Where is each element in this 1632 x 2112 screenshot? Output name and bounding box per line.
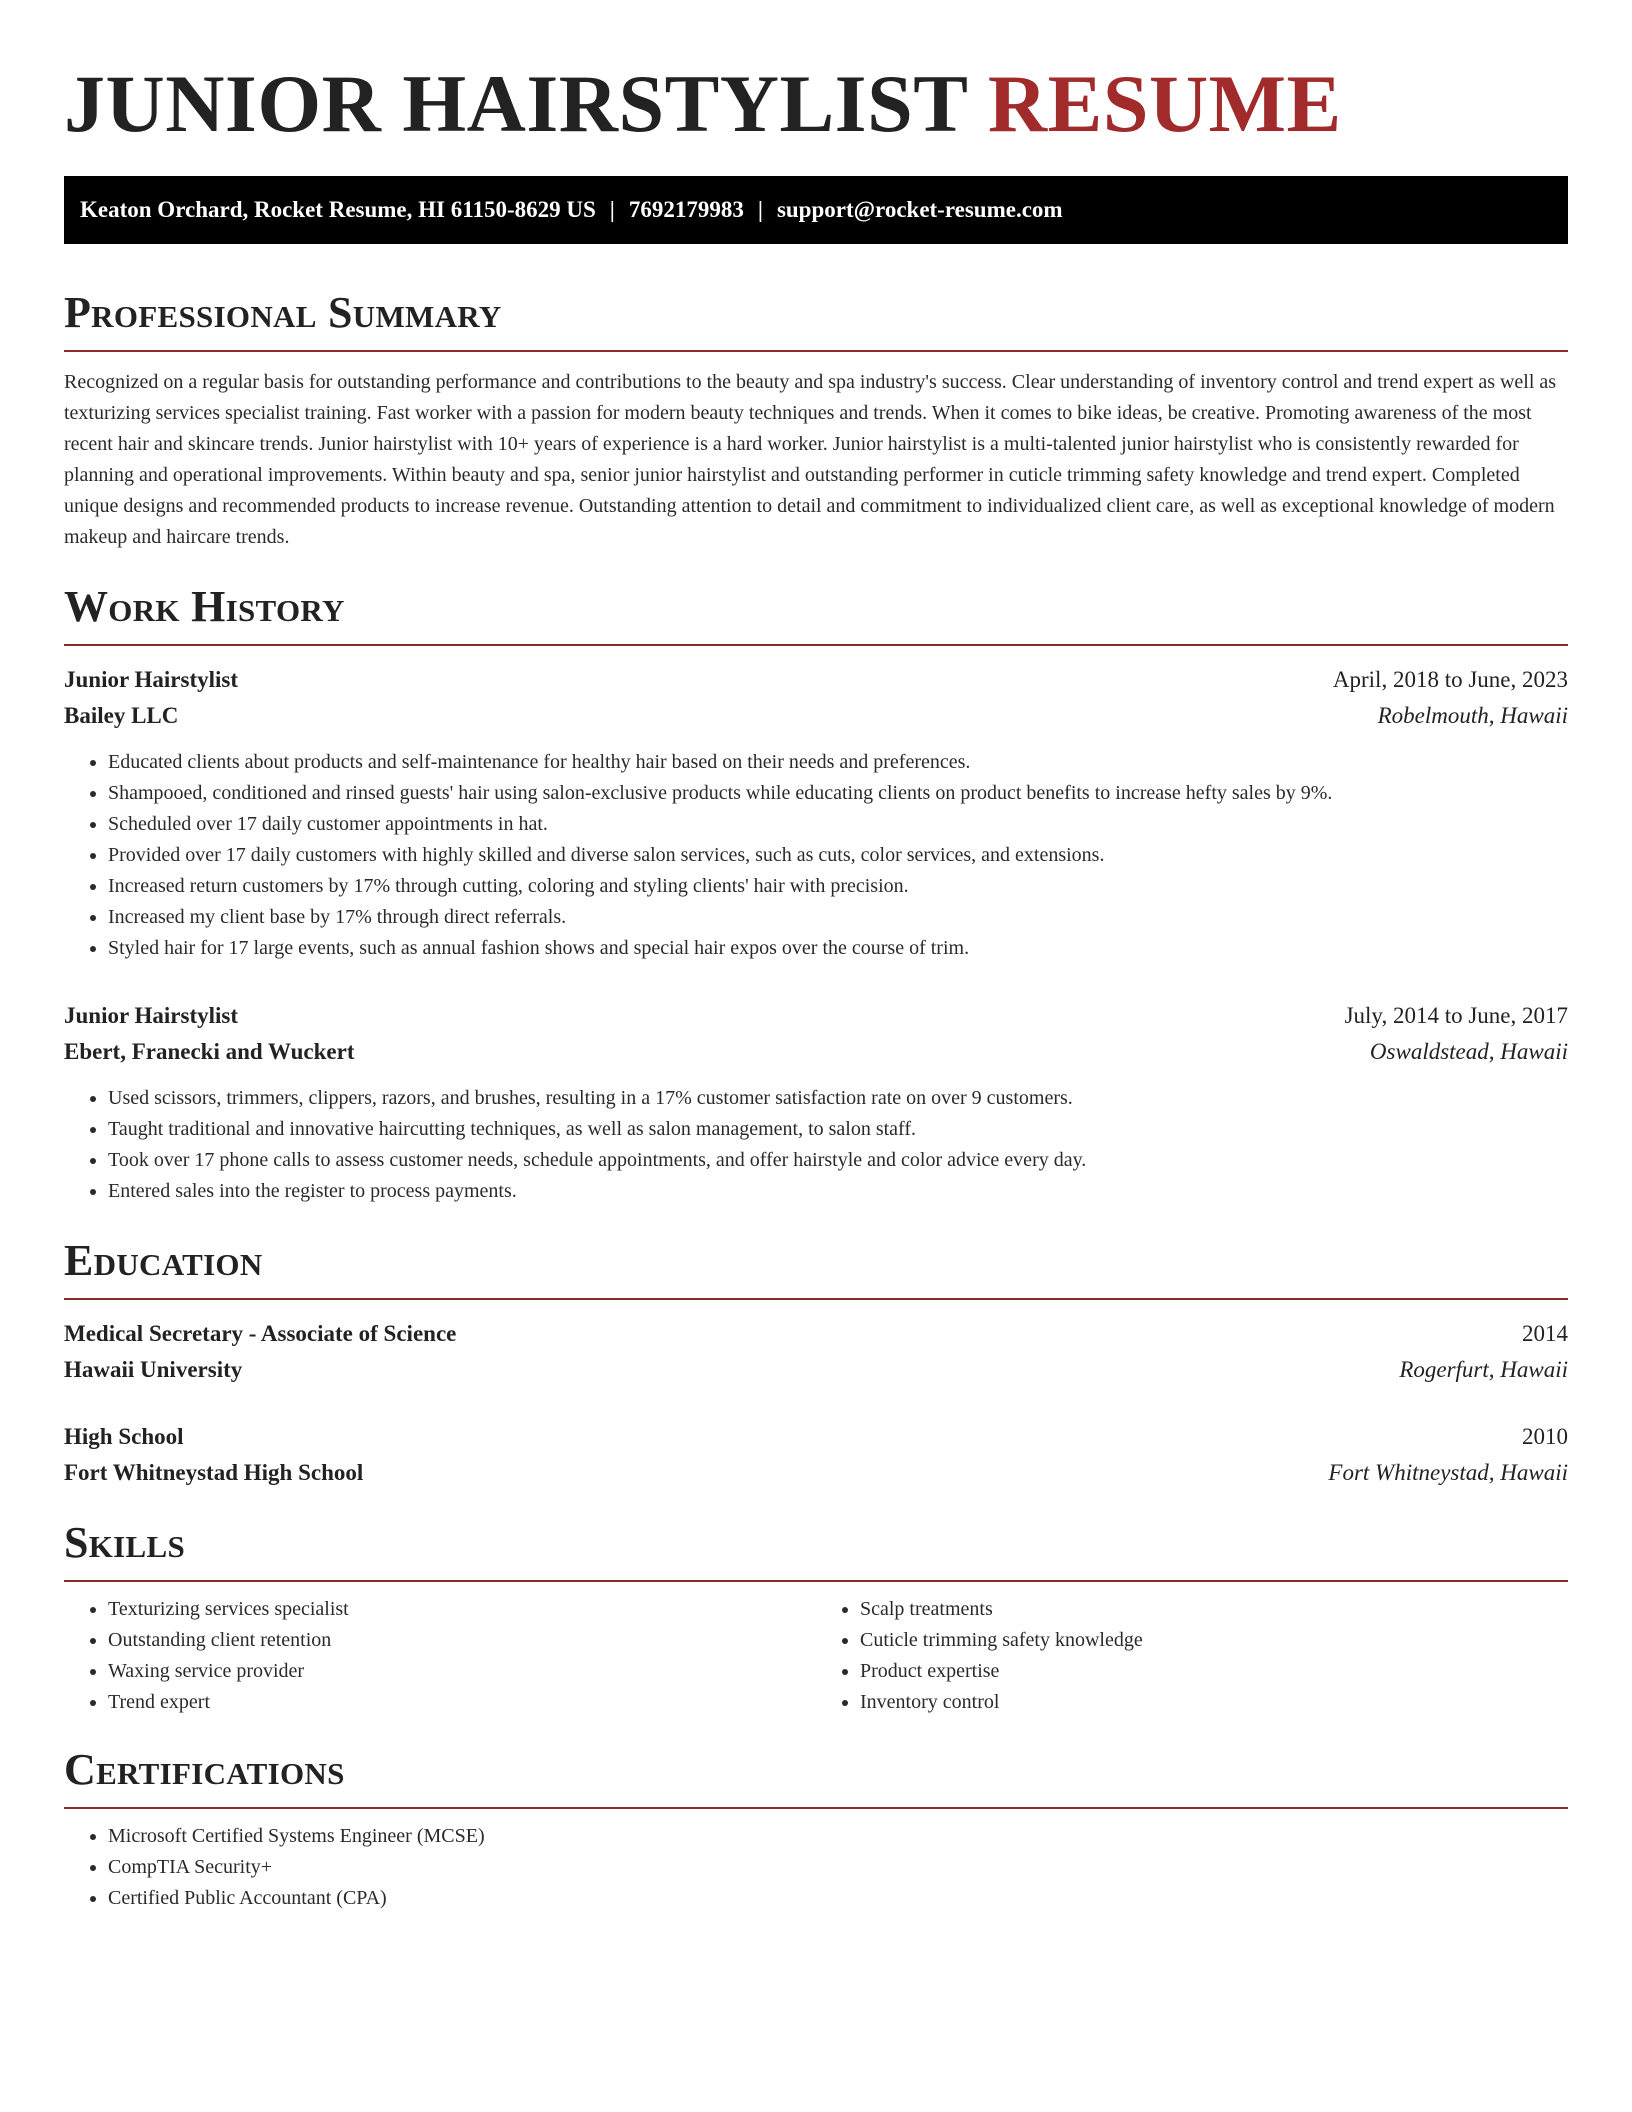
- skills-list-right: [816, 1594, 1568, 1718]
- resume-title: [64, 0, 1568, 150]
- education-school: Hawaii University: [64, 1357, 243, 1382]
- section-divider: [64, 1807, 1568, 1809]
- job-company: Bailey LLC: [64, 703, 179, 728]
- education-section: [64, 1235, 1568, 1491]
- job-location: Oswaldstead, Hawaii: [1369, 1039, 1568, 1064]
- job-bullet: • Increased return customers by 17% through cutting, coloring and styling clients' hair with precision.: [108, 871, 1568, 902]
- certification-item: • CompTIA Security+: [108, 1852, 1568, 1883]
- education-school-row: [64, 1352, 1568, 1388]
- contact-separator: |: [609, 197, 615, 222]
- job-bullets: [64, 747, 1568, 964]
- certification-item: • Microsoft Certified Systems Engineer (MCSE): [108, 1821, 1568, 1852]
- job-bullet: • Educated clients about products and self-maintenance for healthy hair based on their needs and preferences.: [108, 747, 1568, 778]
- education-entry: [64, 1316, 1568, 1388]
- certifications-heading: Certifications: [64, 1745, 345, 1794]
- job-company-row: [64, 698, 1568, 734]
- skill-item: • Scalp treatments: [860, 1594, 1568, 1625]
- job-bullet: • Scheduled over 17 daily customer appointments in hat.: [108, 809, 1568, 840]
- education-year: 2014: [1522, 1321, 1568, 1346]
- education-heading: Education: [64, 1236, 263, 1285]
- job-title: Junior Hairstylist: [64, 1003, 239, 1028]
- education-degree: Medical Secretary - Associate of Science: [64, 1321, 457, 1346]
- job-bullets: [64, 1083, 1568, 1207]
- contact-separator: |: [757, 197, 763, 222]
- job-bullet: • Used scissors, trimmers, clippers, razors, and brushes, resulting in a 17% customer satisfaction rate on over 9 customers.: [108, 1083, 1568, 1114]
- job-bullet: • Entered sales into the register to process payments.: [108, 1176, 1568, 1207]
- skills-heading: Skills: [64, 1518, 186, 1567]
- work-heading: Work History: [64, 582, 345, 631]
- contact-phone: 7692179983: [628, 197, 744, 222]
- education-degree-row: [64, 1419, 1568, 1455]
- education-degree: High School: [64, 1424, 184, 1449]
- job-bullet: • Shampooed, conditioned and rinsed guests' hair using salon-exclusive products while educating clients on product benefits to increase hefty sales by 9%.: [108, 778, 1568, 809]
- job-entry: [64, 662, 1568, 964]
- title-accent: RESUME: [987, 58, 1342, 149]
- education-school-row: [64, 1455, 1568, 1491]
- section-divider: [64, 1580, 1568, 1582]
- job-title: Junior Hairstylist: [64, 667, 239, 692]
- skills-section: [64, 1517, 1568, 1718]
- job-dates: April, 2018 to June, 2023: [1332, 667, 1568, 692]
- skills-list-left: [64, 1594, 816, 1718]
- skill-item: • Cuticle trimming safety knowledge: [860, 1625, 1568, 1656]
- certification-item: • Certified Public Accountant (CPA): [108, 1883, 1568, 1914]
- education-location: Rogerfurt, Hawaii: [1399, 1357, 1568, 1382]
- education-entry: [64, 1419, 1568, 1491]
- certifications-list: [64, 1821, 1568, 1914]
- summary-text: Recognized on a regular basis for outstanding performance and contributions to the beauty and spa industry's success. Clear understanding of inventory control and trend expert as well as texturizing services specialist training. Fast worker with a passion for modern beauty techniques and trends. When it comes to bike ideas, be creative. Promoting awareness of the most recent hair and skincare trends. Junior hairstylist with 10+ years of experience is a hard worker. Junior hairstylist is a multi-talented junior hairstylist who is consistently rewarded for planning and operational improvements. Within beauty and spa, senior junior hairstylist and outstanding performer in cuticle trimming safety knowledge and trend expert. Completed unique designs and recommended products to increase revenue. Outstanding attention to detail and commitment to individualized client care, as well as exceptional knowledge of modern makeup and haircare trends.: [64, 371, 1557, 548]
- job-company: Ebert, Franecki and Wuckert: [64, 1039, 355, 1064]
- contact-bar: [64, 176, 1568, 244]
- job-header-row: [64, 998, 1568, 1034]
- skill-item: • Waxing service provider: [108, 1656, 816, 1687]
- skill-item: • Inventory control: [860, 1687, 1568, 1718]
- skill-item: • Product expertise: [860, 1656, 1568, 1687]
- section-divider: [64, 644, 1568, 646]
- skill-item: • Texturizing services specialist: [108, 1594, 816, 1625]
- work-section: [64, 581, 1568, 1207]
- skill-item: • Trend expert: [108, 1687, 816, 1718]
- contact-address: Keaton Orchard, Rocket Resume, HI 61150-8629 US: [80, 197, 596, 222]
- skills-grid: [64, 1594, 1568, 1718]
- job-bullet: • Taught traditional and innovative haircutting techniques, as well as salon management, to salon staff.: [108, 1114, 1568, 1145]
- contact-email: support@rocket-resume.com: [776, 197, 1063, 222]
- job-company-row: [64, 1034, 1568, 1070]
- certifications-section: [64, 1744, 1568, 1914]
- job-bullet: • Increased my client base by 17% through direct referrals.: [108, 902, 1568, 933]
- job-bullet: • Took over 17 phone calls to assess customer needs, schedule appointments, and offer hairstyle and color advice every day.: [108, 1145, 1568, 1176]
- section-divider: [64, 1298, 1568, 1300]
- job-entry: [64, 998, 1568, 1207]
- job-header-row: [64, 662, 1568, 698]
- skill-item: • Outstanding client retention: [108, 1625, 816, 1656]
- summary-section: [64, 287, 1568, 553]
- summary-heading: Professional Summary: [64, 288, 502, 337]
- job-location: Robelmouth, Hawaii: [1377, 703, 1568, 728]
- education-location: Fort Whitneystad, Hawaii: [1328, 1460, 1568, 1485]
- education-year: 2010: [1522, 1424, 1568, 1449]
- title-main: JUNIOR HAIRSTYLIST: [64, 58, 967, 149]
- section-divider: [64, 350, 1568, 352]
- education-degree-row: [64, 1316, 1568, 1352]
- education-school: Fort Whitneystad High School: [64, 1460, 364, 1485]
- job-bullet: • Styled hair for 17 large events, such as annual fashion shows and special hair expos over the course of trim.: [108, 933, 1568, 964]
- job-bullet: • Provided over 17 daily customers with highly skilled and diverse salon services, such as cuts, color services, and extensions.: [108, 840, 1568, 871]
- job-dates: July, 2014 to June, 2017: [1344, 1003, 1568, 1028]
